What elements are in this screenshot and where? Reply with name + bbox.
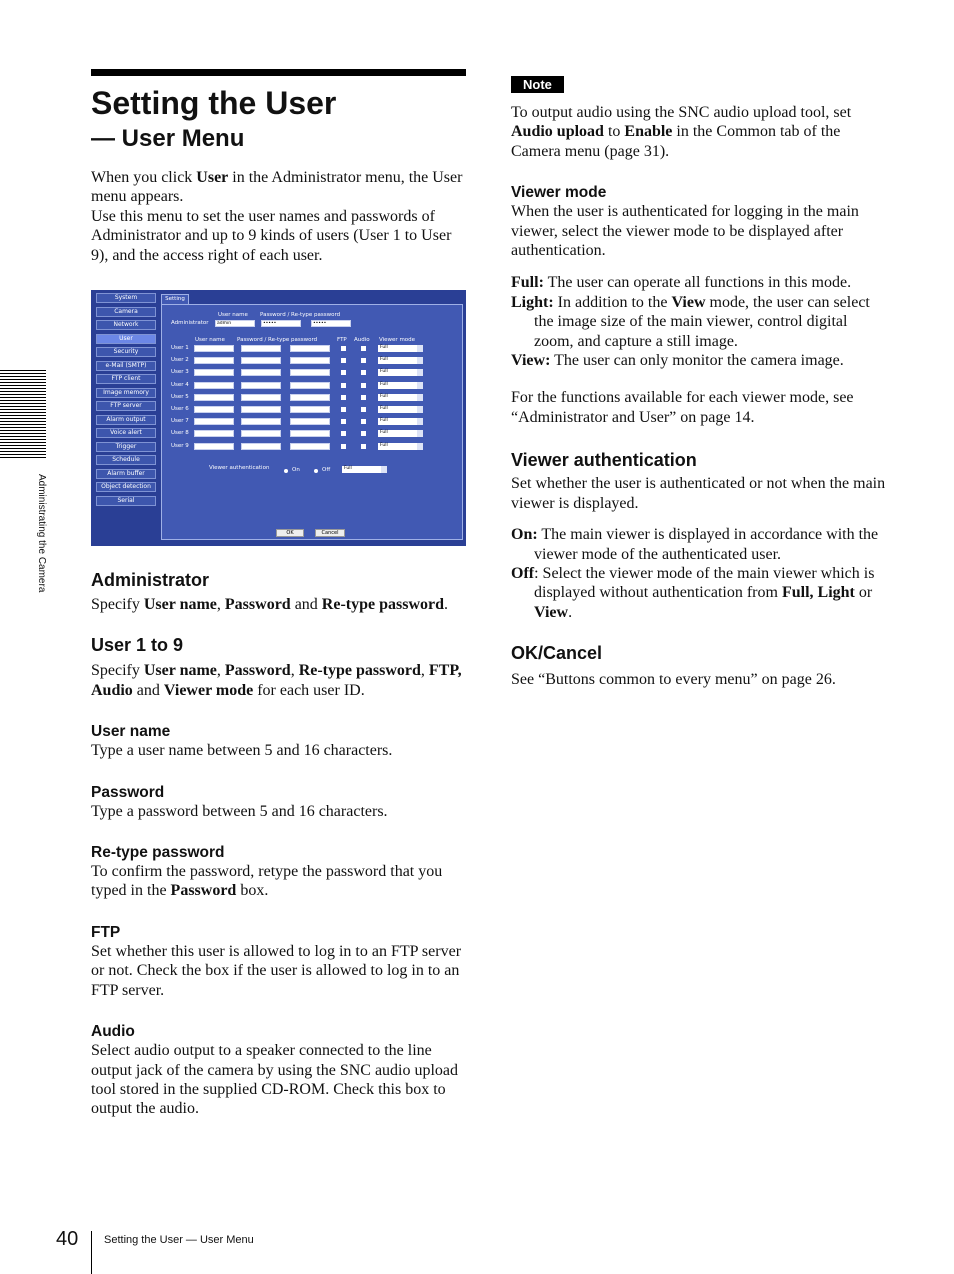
note-text: To output audio using the SNC audio upload tool, set Audio upload to Enable in the Common tab of the Camera menu (page 31).	[511, 104, 852, 160]
admin-menu	[96, 293, 156, 509]
user-retype-field	[290, 394, 330, 401]
user-name-field	[194, 357, 234, 364]
menu-item-e-mail-smtp: e-Mail (SMTP)	[96, 361, 156, 371]
user-name-field	[194, 418, 234, 425]
thumb-tab-stripe	[0, 448, 46, 449]
user-row-label: User 9	[171, 442, 189, 449]
retype-password-text: To confirm the password, retype the password that you typed in the Password box.	[91, 863, 443, 900]
ok-cancel-text: See “Buttons common to every menu” on page 26.	[511, 671, 836, 689]
viewer-auth-off: Off: Select the viewer mode of the main viewer which is displayed without authentication from Full, Light or View.	[511, 564, 875, 621]
thumb-tab-stripe	[0, 376, 46, 377]
user-retype-field	[290, 345, 330, 352]
user-retype-field	[290, 357, 330, 364]
user-retype-field	[290, 369, 330, 376]
thumb-tab-stripe	[0, 454, 46, 455]
ftp-checkbox	[341, 358, 346, 363]
viewer-auth-on: On: The main viewer is displayed in accordance with the viewer mode of the authenticated user.	[511, 526, 879, 563]
user-retype-field	[290, 443, 330, 450]
viewer-mode-full: Full: The user can operate all functions in this mode.	[511, 274, 852, 292]
audio-checkbox	[361, 358, 366, 363]
user-password-field	[241, 443, 281, 450]
ok-cancel-heading: OK/Cancel	[511, 643, 603, 664]
thumb-tab-stripe	[0, 424, 46, 425]
intro-paragraph: When you click User in the Administrator menu, the User menu appears.	[91, 169, 463, 206]
audio-heading: Audio	[91, 1023, 135, 1041]
thumb-tab-stripe	[0, 436, 46, 437]
viewer-mode-text: When the user is authenticated for logging in the main viewer, select the viewer mode to be displayed after authentication.	[511, 203, 859, 260]
right-column	[511, 76, 891, 690]
thumb-tab-stripe	[0, 394, 46, 395]
admin-col-user-name: User name	[218, 312, 248, 319]
thumb-tab-stripe	[0, 457, 46, 458]
thumb-tab-stripe	[0, 421, 46, 422]
thumb-tab-stripe	[0, 412, 46, 413]
ftp-heading: FTP	[91, 923, 121, 941]
page-subtitle: — User Menu	[91, 125, 245, 152]
viewer-auth-heading: Viewer authentication	[511, 450, 697, 471]
ftp-text: Set whether this user is allowed to log in to an FTP server or not. Check the box if the user is allowed to log in to an FTP server.	[91, 942, 462, 999]
footer-rule	[91, 1231, 92, 1274]
password-heading: Password	[91, 783, 165, 801]
ftp-checkbox	[341, 444, 346, 449]
menu-item-trigger: Trigger	[96, 442, 156, 452]
user-name-field	[194, 406, 234, 413]
user-1-to-9-text: Specify User name, Password, Re-type password, FTP, Audio and Viewer mode for each user ID.	[91, 662, 462, 699]
audio-checkbox	[361, 383, 366, 388]
user-retype-field	[290, 406, 330, 413]
viewer-mode-select: Full	[378, 443, 423, 450]
radio-off	[314, 469, 318, 473]
title-rule	[91, 69, 466, 76]
running-footer: Setting the User — User Menu	[104, 1234, 254, 1246]
thumb-tab-stripe	[0, 445, 46, 446]
user-password-field	[241, 382, 281, 389]
viewer-mode-select: Full	[378, 382, 423, 389]
thumb-tab-stripe	[0, 370, 46, 371]
ftp-checkbox	[341, 419, 346, 424]
menu-item-network: Network	[96, 320, 156, 330]
menu-item-voice-alert: Voice alert	[96, 428, 156, 438]
audio-text: Select audio output to a speaker connected to the line output jack of the camera by using the SNC audio upload tool stored in the supplied CD-ROM. Check this box to output the audio.	[91, 1042, 459, 1118]
viewer-auth-mode-select: Full	[342, 466, 387, 473]
user-1-to-9-heading: User 1 to 9	[91, 635, 184, 656]
thumb-tab-stripe	[0, 433, 46, 434]
admin-password-field: •••••	[261, 320, 301, 327]
menu-item-image-memory: Image memory	[96, 388, 156, 398]
viewer-mode-select: Full	[378, 430, 423, 437]
page-title: Setting the User	[91, 85, 337, 121]
ftp-checkbox	[341, 407, 346, 412]
user-name-field	[194, 382, 234, 389]
admin-user-name-field: admin	[215, 320, 255, 327]
audio-checkbox	[361, 346, 366, 351]
user-password-field	[241, 345, 281, 352]
thumb-tab-stripe	[0, 427, 46, 428]
menu-item-object-detection: Object detection	[96, 482, 156, 492]
col-password: Password / Re-type password	[237, 337, 318, 344]
user-retype-field	[290, 418, 330, 425]
user-name-field	[194, 443, 234, 450]
thumb-tab-stripe	[0, 451, 46, 452]
thumb-tab-stripe	[0, 391, 46, 392]
viewer-mode-view: View: The user can only monitor the camera image.	[511, 352, 844, 370]
thumb-tab-stripe	[0, 373, 46, 374]
menu-item-ftp-server: FTP server	[96, 401, 156, 411]
user-name-field	[194, 369, 234, 376]
thumb-tab-stripe	[0, 379, 46, 380]
menu-item-serial: Serial	[96, 496, 156, 506]
user-name-field	[194, 430, 234, 437]
menu-item-user: User	[96, 334, 156, 344]
password-text: Type a password between 5 and 16 characters.	[91, 802, 388, 820]
user-row-label: User 5	[171, 393, 189, 400]
radio-on	[284, 469, 288, 473]
col-audio: Audio	[354, 337, 370, 344]
audio-checkbox	[361, 370, 366, 375]
admin-label: Administrator	[171, 320, 209, 327]
audio-checkbox	[361, 407, 366, 412]
col-viewer-mode: Viewer mode	[379, 337, 416, 344]
viewer-auth-text: Set whether the user is authenticated or not when the main viewer is displayed.	[511, 475, 886, 512]
viewer-mode-heading: Viewer mode	[511, 184, 607, 202]
admin-retype-field: •••••	[311, 320, 351, 327]
cancel-button: Cancel	[315, 529, 345, 537]
retype-password-heading: Re-type password	[91, 844, 225, 862]
admin-col-password: Password / Re-type password	[260, 312, 341, 319]
user-password-field	[241, 369, 281, 376]
col-ftp: FTP	[337, 337, 347, 344]
user-name-field	[194, 394, 234, 401]
ftp-checkbox	[341, 395, 346, 400]
thumb-tab-stripe	[0, 403, 46, 404]
menu-item-alarm-output: Alarm output	[96, 415, 156, 425]
tab-setting: Setting	[161, 294, 189, 304]
user-row-label: User 8	[171, 430, 189, 437]
user-retype-field	[290, 430, 330, 437]
thumb-tab-stripe	[0, 442, 46, 443]
audio-checkbox	[361, 444, 366, 449]
user-password-field	[241, 418, 281, 425]
user-name-text: Type a user name between 5 and 16 characters.	[91, 742, 393, 760]
thumb-tab-stripe	[0, 397, 46, 398]
ftp-checkbox	[341, 383, 346, 388]
user-row-label: User 6	[171, 406, 189, 413]
thumb-tab-stripe	[0, 406, 46, 407]
col-user-name: User name	[195, 337, 225, 344]
radio-on-label: On	[292, 467, 300, 474]
user-row-label: User 7	[171, 418, 189, 425]
user-row-label: User 3	[171, 369, 189, 376]
thumb-tab-stripe	[0, 382, 46, 383]
ftp-checkbox	[341, 431, 346, 436]
side-section-label: Administrating the Camera	[36, 474, 47, 593]
user-password-field	[241, 406, 281, 413]
viewer-mode-select: Full	[378, 394, 423, 401]
viewer-mode-select: Full	[378, 406, 423, 413]
thumb-tab-stripe	[0, 430, 46, 431]
user-name-heading: User name	[91, 723, 171, 741]
page-number: 40	[56, 1228, 79, 1250]
user-menu-screenshot	[91, 290, 466, 546]
audio-checkbox	[361, 431, 366, 436]
radio-off-label: Off	[322, 467, 331, 474]
viewer-mode-select: Full	[378, 418, 423, 425]
viewer-mode-select: Full	[378, 369, 423, 376]
section-thumb-tab	[0, 370, 46, 460]
ftp-checkbox	[341, 346, 346, 351]
menu-item-system: System	[96, 293, 156, 303]
menu-item-security: Security	[96, 347, 156, 357]
thumb-tab-stripe	[0, 439, 46, 440]
user-name-field	[194, 345, 234, 352]
user-row-label: User 2	[171, 357, 189, 364]
user-password-field	[241, 430, 281, 437]
menu-item-alarm-buffer: Alarm buffer	[96, 469, 156, 479]
thumb-tab-stripe	[0, 400, 46, 401]
menu-item-schedule: Schedule	[96, 455, 156, 465]
user-row-label: User 1	[171, 345, 189, 352]
menu-item-camera: Camera	[96, 307, 156, 317]
administrator-heading: Administrator	[91, 570, 210, 591]
ok-button: OK	[276, 529, 304, 537]
audio-checkbox	[361, 419, 366, 424]
viewer-mode-light: Light: In addition to the View mode, the user can select the image size of the main viewer, control digital zoom, and capture a still image.	[511, 293, 870, 350]
note-badge: Note	[511, 76, 564, 93]
thumb-tab-stripe	[0, 385, 46, 386]
thumb-tab-stripe	[0, 418, 46, 419]
ftp-checkbox	[341, 370, 346, 375]
viewer-auth-label: Viewer authentication	[209, 465, 270, 472]
viewer-mode-select: Full	[378, 357, 423, 364]
intro-paragraph-2: Use this menu to set the user names and passwords of Administrator and up to 9 kinds of users (User 1 to User 9), and the access right of each user.	[91, 207, 452, 264]
viewer-mode-see: For the functions available for each viewer mode, see “Administrator and User” on page 14.	[511, 389, 854, 426]
audio-checkbox	[361, 395, 366, 400]
menu-item-ftp-client: FTP client	[96, 374, 156, 384]
user-retype-field	[290, 382, 330, 389]
left-column	[91, 69, 467, 1119]
thumb-tab-stripe	[0, 415, 46, 416]
administrator-text: Specify User name, Password and Re-type password.	[91, 596, 449, 614]
user-row-label: User 4	[171, 381, 189, 388]
thumb-tab-stripe	[0, 409, 46, 410]
viewer-mode-select: Full	[378, 345, 423, 352]
user-password-field	[241, 394, 281, 401]
user-password-field	[241, 357, 281, 364]
thumb-tab-stripe	[0, 388, 46, 389]
